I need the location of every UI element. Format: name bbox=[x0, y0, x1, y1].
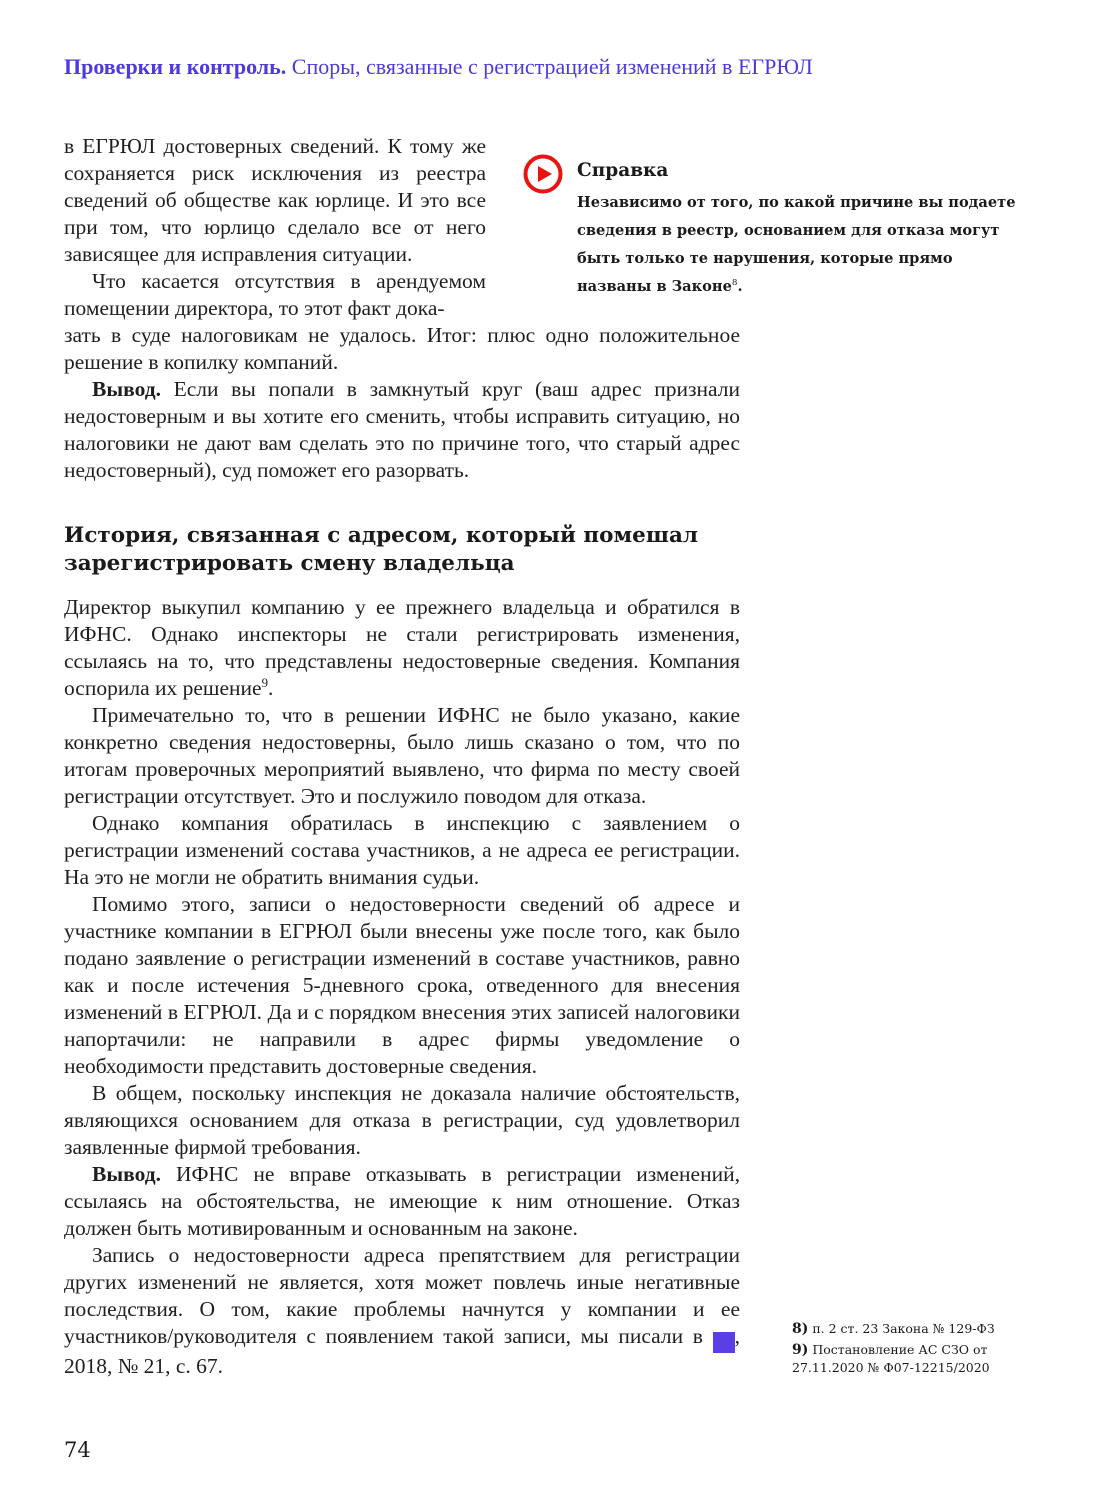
paragraph-end: . bbox=[268, 676, 274, 700]
note-body-text: Независимо от того, по какой причине вы подаете сведения в реестр, основанием для отказа могут быть только те нарушения, которые прямо названы в Законе bbox=[577, 194, 1016, 295]
note-body bbox=[577, 189, 1017, 301]
continuation-block bbox=[64, 322, 740, 484]
paragraph bbox=[64, 1242, 756, 1380]
paragraph: Однако компания обратилась в инспекцию с заявлением о регистрации изменений состава участников, а не адреса ее регистрации. На это не могли не обратить внимания судьи. bbox=[64, 811, 740, 889]
footnote-number: 9) bbox=[792, 1342, 809, 1358]
footnote-text: Постановление АС СЗО от 27.11.2020 № Ф07-12215/2020 bbox=[792, 1342, 990, 1375]
paragraph: В общем, поскольку инспекция не доказала наличие обстоятельств, являющихся основанием для отказа в регистрации, суд удовлетворил заявленные фирмой требования. bbox=[64, 1081, 740, 1159]
paragraph: зать в суде налоговикам не удалось. Итог: плюс одно положительное решение в копилку компаний. bbox=[64, 323, 740, 374]
paragraph-text: Запись о недостоверности адреса препятствием для регистрации других изменений не является, хотя может повлечь иные негативные последствия. О том, какие проблемы начнутся у компании и ее участников/руководителя с появлением такой записи, мы писали в bbox=[64, 1243, 740, 1348]
paragraph: Помимо этого, записи о недостоверности сведений об адресе и участнике компании в ЕГРЮЛ были внесены уже после того, как было подано заявление о регистрации изменений в составе участников, равно как и после истечения 5-дневного срока, отведенного для внесения изменений в ЕГРЮЛ. Да и с порядком внесения этих записей налоговики напортачили: не направили в адрес фирмы уведомление о необходимости представить достоверные сведения. bbox=[64, 892, 740, 1078]
footnote-8 bbox=[792, 1320, 1052, 1338]
conclusion-label: Вывод. bbox=[92, 377, 161, 401]
paragraph-end: , 2018, № 21, с. 67. bbox=[64, 1324, 740, 1378]
play-circle-icon bbox=[522, 153, 564, 195]
footnotes bbox=[792, 1320, 1052, 1379]
page-number: 74 bbox=[64, 1438, 91, 1462]
footnote-ref[interactable]: 8 bbox=[731, 278, 738, 289]
conclusion-text: Если вы попали в замкнутый круг (ваш адрес признали недостоверным и вы хотите его сменить, чтобы исправить ситуацию, но налоговики не дают вам сделать это по причине того, что старый адрес недостоверный), суд поможет его разорвать. bbox=[64, 377, 740, 482]
section-body bbox=[64, 594, 756, 1380]
footnote-number: 8) bbox=[792, 1321, 809, 1337]
footnote-ref[interactable]: 9 bbox=[261, 675, 269, 690]
paragraph: Что касается отсутствия в арендуемом помещении директора, то этот факт дока- bbox=[64, 269, 486, 320]
running-head-title: Споры, связанные с регистрацией изменений в ЕГРЮЛ bbox=[291, 54, 813, 79]
paragraph: в ЕГРЮЛ достоверных сведений. К тому же сохраняется риск исключения из реестра сведений об обществе как юрлице. И это все при том, что юрлицо сделало все от него зависящее для исправления ситуации. bbox=[64, 134, 486, 266]
note-body-end: . bbox=[737, 278, 743, 295]
conclusion-text: ИФНС не вправе отказывать в регистрации изменений, ссылаясь на обстоятельства, не имеющие к ним отношение. Отказ должен быть мотивированным и основанным на законе. bbox=[64, 1162, 740, 1240]
gk-magazine-logo-icon[interactable]: Гк bbox=[713, 1332, 735, 1353]
running-head bbox=[64, 54, 813, 80]
conclusion-paragraph bbox=[64, 376, 740, 484]
top-text-block bbox=[64, 133, 486, 322]
note-title: Справка bbox=[577, 160, 669, 181]
paragraph: Примечательно то, что в решении ИФНС не было указано, какие конкретно сведения недостоверны, было лишь сказано о том, что по итогам проверочных мероприятий выявлено, что фирма по месту своей регистрации отсутствует. Это и послужило поводом для отказа. bbox=[64, 703, 740, 808]
paragraph-text: Директор выкупил компанию у ее прежнего владельца и обратился в ИФНС. Однако инспекторы не стали регистрировать изменения, ссылаясь на то, что представлены недостоверные сведения. Компания оспорила их решение bbox=[64, 595, 740, 700]
paragraph bbox=[64, 594, 740, 702]
conclusion-paragraph bbox=[64, 1161, 740, 1242]
footnote-text: п. 2 ст. 23 Закона № 129-ФЗ bbox=[808, 1321, 995, 1336]
running-head-section: Проверки и контроль. bbox=[64, 54, 287, 79]
footnote-9 bbox=[792, 1341, 1052, 1376]
conclusion-label: Вывод. bbox=[92, 1162, 161, 1186]
section-heading: История, связанная с адресом, который помешал зарегистрировать смену владельца bbox=[64, 523, 699, 576]
